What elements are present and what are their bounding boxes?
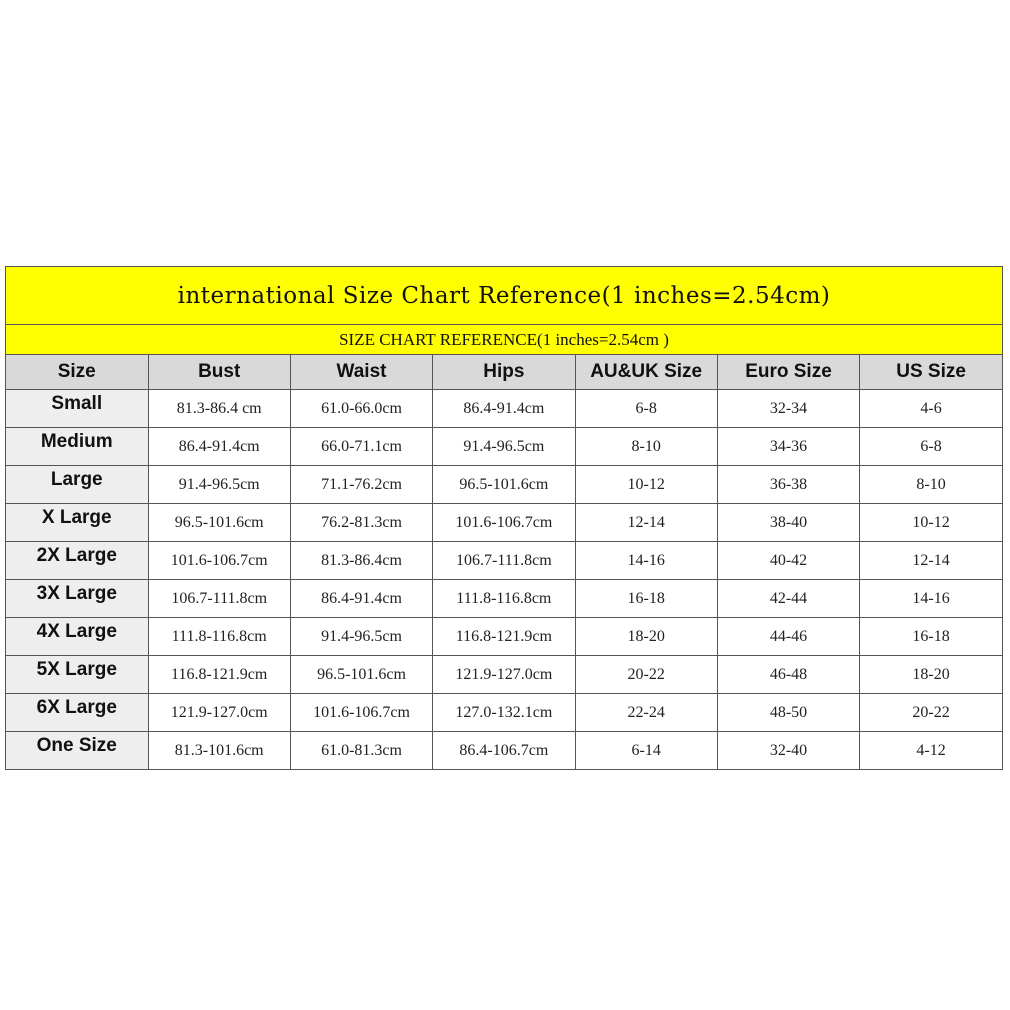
us-size-cell: 16-18 <box>860 618 1002 656</box>
au-uk-size-cell: 16-18 <box>575 580 717 618</box>
hips-cell: 121.9-127.0cm <box>433 656 575 694</box>
us-size-cell: 14-16 <box>860 580 1002 618</box>
euro-size-cell: 34-36 <box>717 428 859 466</box>
hips-cell: 106.7-111.8cm <box>433 542 575 580</box>
table-row <box>6 504 1002 542</box>
table-row <box>6 618 1002 656</box>
size-cell: One Size <box>6 732 148 770</box>
column-header-bust: Bust <box>148 355 290 390</box>
us-size-cell: 12-14 <box>860 542 1002 580</box>
size-cell: Large <box>6 466 148 504</box>
table-row <box>6 580 1002 618</box>
size-cell: 6X Large <box>6 694 148 732</box>
table-row <box>6 466 1002 504</box>
chart-title: international Size Chart Reference(1 inches=2.54cm) <box>6 267 1002 325</box>
column-header-au-uk-size: AU&UK Size <box>575 355 717 390</box>
au-uk-size-cell: 12-14 <box>575 504 717 542</box>
euro-size-cell: 46-48 <box>717 656 859 694</box>
euro-size-cell: 40-42 <box>717 542 859 580</box>
size-cell: Medium <box>6 428 148 466</box>
waist-cell: 61.0-66.0cm <box>290 390 432 428</box>
waist-cell: 96.5-101.6cm <box>290 656 432 694</box>
size-cell: 4X Large <box>6 618 148 656</box>
euro-size-cell: 42-44 <box>717 580 859 618</box>
bust-cell: 106.7-111.8cm <box>148 580 290 618</box>
hips-cell: 101.6-106.7cm <box>433 504 575 542</box>
waist-cell: 91.4-96.5cm <box>290 618 432 656</box>
au-uk-size-cell: 8-10 <box>575 428 717 466</box>
column-header-us-size: US Size <box>860 355 1002 390</box>
au-uk-size-cell: 6-14 <box>575 732 717 770</box>
hips-cell: 111.8-116.8cm <box>433 580 575 618</box>
euro-size-cell: 32-40 <box>717 732 859 770</box>
column-header-hips: Hips <box>433 355 575 390</box>
bust-cell: 116.8-121.9cm <box>148 656 290 694</box>
size-cell: X Large <box>6 504 148 542</box>
hips-cell: 86.4-106.7cm <box>433 732 575 770</box>
size-cell: Small <box>6 390 148 428</box>
hips-cell: 91.4-96.5cm <box>433 428 575 466</box>
au-uk-size-cell: 14-16 <box>575 542 717 580</box>
table-body <box>6 390 1002 770</box>
waist-cell: 81.3-86.4cm <box>290 542 432 580</box>
au-uk-size-cell: 22-24 <box>575 694 717 732</box>
us-size-cell: 18-20 <box>860 656 1002 694</box>
hips-cell: 96.5-101.6cm <box>433 466 575 504</box>
waist-cell: 71.1-76.2cm <box>290 466 432 504</box>
size-cell: 3X Large <box>6 580 148 618</box>
column-header-waist: Waist <box>290 355 432 390</box>
table-row <box>6 656 1002 694</box>
bust-cell: 91.4-96.5cm <box>148 466 290 504</box>
table-row <box>6 732 1002 770</box>
bust-cell: 121.9-127.0cm <box>148 694 290 732</box>
euro-size-cell: 38-40 <box>717 504 859 542</box>
waist-cell: 66.0-71.1cm <box>290 428 432 466</box>
chart-subtitle: SIZE CHART REFERENCE(1 inches=2.54cm ) <box>6 325 1002 355</box>
waist-cell: 76.2-81.3cm <box>290 504 432 542</box>
size-cell: 5X Large <box>6 656 148 694</box>
column-header-euro-size: Euro Size <box>717 355 859 390</box>
bust-cell: 96.5-101.6cm <box>148 504 290 542</box>
table-row <box>6 390 1002 428</box>
bust-cell: 101.6-106.7cm <box>148 542 290 580</box>
table-row <box>6 428 1002 466</box>
euro-size-cell: 44-46 <box>717 618 859 656</box>
size-cell: 2X Large <box>6 542 148 580</box>
euro-size-cell: 32-34 <box>717 390 859 428</box>
au-uk-size-cell: 6-8 <box>575 390 717 428</box>
au-uk-size-cell: 20-22 <box>575 656 717 694</box>
us-size-cell: 10-12 <box>860 504 1002 542</box>
us-size-cell: 4-6 <box>860 390 1002 428</box>
column-header-size: Size <box>6 355 148 390</box>
waist-cell: 101.6-106.7cm <box>290 694 432 732</box>
euro-size-cell: 36-38 <box>717 466 859 504</box>
hips-cell: 86.4-91.4cm <box>433 390 575 428</box>
au-uk-size-cell: 18-20 <box>575 618 717 656</box>
bust-cell: 81.3-101.6cm <box>148 732 290 770</box>
bust-cell: 111.8-116.8cm <box>148 618 290 656</box>
size-chart <box>5 266 1003 770</box>
waist-cell: 61.0-81.3cm <box>290 732 432 770</box>
table-row <box>6 542 1002 580</box>
header-row <box>6 355 1002 390</box>
us-size-cell: 20-22 <box>860 694 1002 732</box>
waist-cell: 86.4-91.4cm <box>290 580 432 618</box>
au-uk-size-cell: 10-12 <box>575 466 717 504</box>
bust-cell: 81.3-86.4 cm <box>148 390 290 428</box>
hips-cell: 116.8-121.9cm <box>433 618 575 656</box>
hips-cell: 127.0-132.1cm <box>433 694 575 732</box>
euro-size-cell: 48-50 <box>717 694 859 732</box>
us-size-cell: 8-10 <box>860 466 1002 504</box>
table-row <box>6 694 1002 732</box>
bust-cell: 86.4-91.4cm <box>148 428 290 466</box>
size-table <box>6 355 1002 769</box>
us-size-cell: 6-8 <box>860 428 1002 466</box>
us-size-cell: 4-12 <box>860 732 1002 770</box>
